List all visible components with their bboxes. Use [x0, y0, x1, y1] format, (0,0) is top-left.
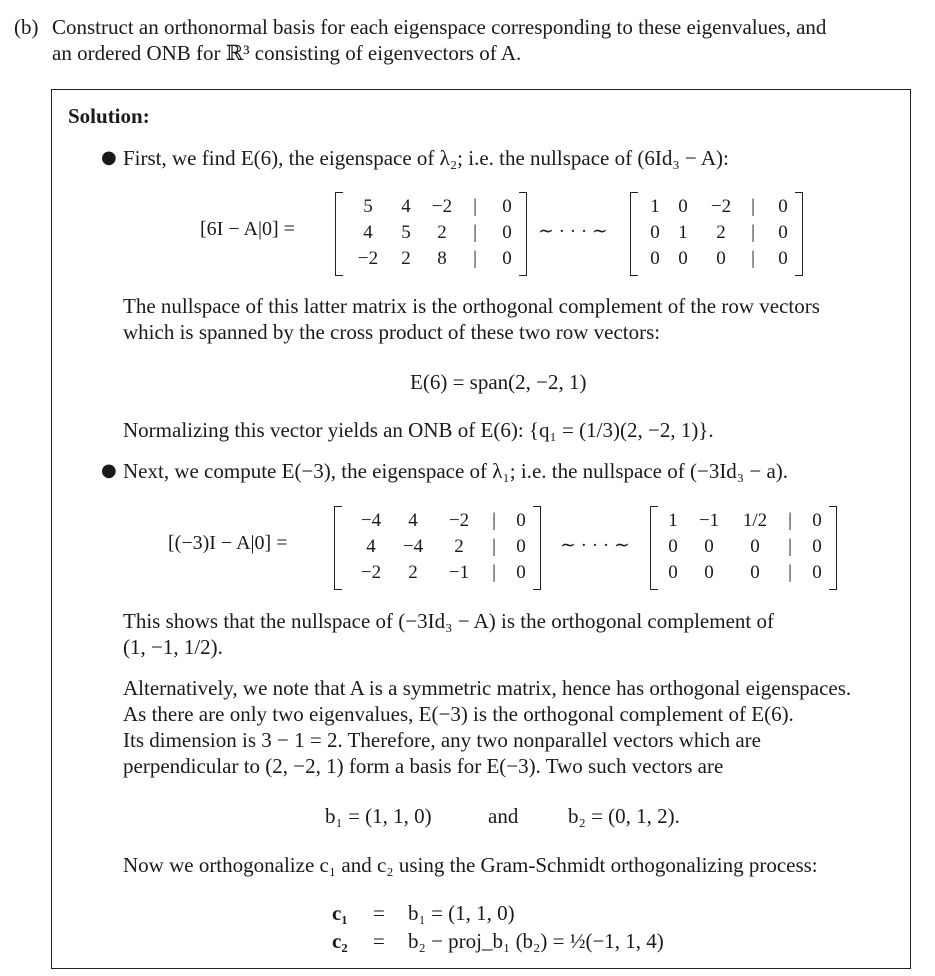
bullet1-text1: The nullspace of this latter matrix is the orthogonal complement of the row vectors	[123, 294, 820, 318]
matrix-cell: 0	[502, 222, 512, 243]
matrix-cell: 8	[437, 248, 447, 269]
matrix-left-bracket	[335, 192, 343, 276]
matrix-cell: 0	[750, 536, 760, 557]
matrix-cell: −4	[402, 536, 424, 557]
matrix-left-bracket	[334, 506, 342, 590]
matrix-cell: 2	[408, 562, 418, 583]
bullet-dot: ●	[101, 460, 117, 481]
c1-label: c₁	[332, 901, 348, 925]
matrix-cell: 2	[454, 536, 464, 557]
matrix-cell: 0	[502, 248, 512, 269]
matrix-cell: 0	[704, 562, 714, 583]
matrix-cell: 1/2	[742, 510, 768, 531]
matrix-cell: 4	[408, 510, 418, 531]
solution-heading: Solution:	[68, 104, 150, 128]
matrix-left-bracket	[630, 192, 638, 276]
matrix-cell: 0	[812, 510, 822, 531]
part-question-line2: an ordered ONB for ℝ³ consisting of eigenvectors of A.	[52, 41, 522, 65]
matrix-cell: 0	[704, 536, 714, 557]
matrix-cell: 0	[678, 196, 688, 217]
matrix-cell: −2	[431, 196, 453, 217]
matrix-cell: |	[473, 196, 477, 217]
matrix-cell: 2	[716, 222, 726, 243]
c1-rhs: b₁ = (1, 1, 0)	[408, 901, 515, 925]
matrix-cell: −1	[698, 510, 720, 531]
matrix-cell: 0	[668, 536, 678, 557]
matrix-cell: 0	[516, 510, 526, 531]
matrix-cell: 0	[650, 222, 660, 243]
matrix-cell: 0	[516, 536, 526, 557]
part-question	[52, 14, 922, 66]
part-label: (b)	[14, 15, 39, 39]
normalize-text: Normalizing this vector yields an ONB of E(6): {q₁ = (1/3)(2, −2, 1)}.	[123, 418, 714, 442]
bullet1-text2: which is spanned by the cross product of these two row vectors:	[123, 320, 661, 344]
matrix-cell: |	[751, 222, 755, 243]
matrix-cell: |	[492, 510, 496, 531]
matrix-cell: 0	[516, 562, 526, 583]
matrix-cell: 5	[401, 222, 411, 243]
matrix-cell: |	[473, 248, 477, 269]
matrix2-label: [(−3)I − A|0] =	[168, 532, 288, 554]
matrix-cell: 4	[366, 536, 376, 557]
matrix-cell: 5	[363, 196, 373, 217]
matrix-cell: |	[473, 222, 477, 243]
matrix-left-bracket	[650, 506, 658, 590]
b1-vector: b₁ = (1, 1, 0)	[325, 804, 432, 828]
matrix-cell: −2	[710, 196, 732, 217]
matrix-cell: |	[788, 510, 792, 531]
c2-label: c₂	[332, 929, 348, 953]
matrix-cell: 0	[812, 536, 822, 557]
matrix-cell: 0	[678, 248, 688, 269]
bullet1-intro: First, we find E(6), the eigenspace of λ₂; i.e. the nullspace of (6Id₃ − A):	[123, 146, 729, 170]
part-question-line1: Construct an orthonormal basis for each eigenspace corresponding to these eigenvalues, and	[52, 15, 827, 39]
matrix-cell: 2	[401, 248, 411, 269]
matrix-cell: 0	[750, 562, 760, 583]
tilde-sequence-1: ∼ · · · ∼	[538, 221, 608, 242]
alt-line1: Alternatively, we note that A is a symmetric matrix, hence has orthogonal eigenspaces.	[123, 676, 852, 700]
matrix-cell: 0	[778, 248, 788, 269]
c2-rhs: b₂ − proj_b₁ (b₂) = ½(−1, 1, 4)	[408, 929, 664, 953]
c1-equals: =	[373, 901, 385, 925]
alt-line2: As there are only two eigenvalues, E(−3) is the orthogonal complement of E(6).	[123, 702, 794, 726]
matrix-cell: 0	[778, 196, 788, 217]
alt-line3: Its dimension is 3 − 1 = 2. Therefore, any two nonparallel vectors which are	[123, 728, 761, 752]
matrix-cell: 1	[650, 196, 660, 217]
matrix-cell: |	[751, 196, 755, 217]
matrix1-label: [6I − A|0] =	[200, 218, 295, 240]
matrix-cell: −2	[357, 248, 379, 269]
alt-line4: perpendicular to (2, −2, 1) form a basis for E(−3). Two such vectors are	[123, 754, 724, 778]
matrix-cell: |	[492, 536, 496, 557]
matrix-cell: |	[492, 562, 496, 583]
matrix-cell: 0	[668, 562, 678, 583]
matrix-cell: |	[751, 248, 755, 269]
b2-vector: b₂ = (0, 1, 2).	[568, 804, 680, 828]
matrix-cell: 2	[437, 222, 447, 243]
matrix-cell: −4	[360, 510, 382, 531]
gram-schmidt-text: Now we orthogonalize c₁ and c₂ using the Gram-Schmidt orthogonalizing process:	[123, 853, 818, 877]
c2-equals: =	[373, 929, 385, 953]
matrix-cell: 1	[678, 222, 688, 243]
matrix-cell: 4	[401, 196, 411, 217]
matrix-cell: |	[788, 536, 792, 557]
e6-span-equation: E(6) = span(2, −2, 1)	[410, 370, 587, 394]
matrix-cell: 0	[650, 248, 660, 269]
shows-line1: This shows that the nullspace of (−3Id₃ − A) is the orthogonal complement of	[123, 609, 774, 633]
matrix-cell: 0	[778, 222, 788, 243]
matrix-cell: −2	[360, 562, 382, 583]
tilde-sequence-2: ∼ · · · ∼	[560, 535, 630, 556]
matrix-cell: |	[788, 562, 792, 583]
matrix-cell: 4	[363, 222, 373, 243]
and-word: and	[488, 804, 519, 828]
matrix-cell: −2	[448, 510, 470, 531]
matrix-cell: 1	[668, 510, 678, 531]
shows-line2: (1, −1, 1/2).	[123, 635, 223, 659]
matrix-cell: −1	[448, 562, 470, 583]
matrix-cell: 0	[812, 562, 822, 583]
bullet-dot: ●	[101, 147, 117, 168]
matrix-cell: 0	[502, 196, 512, 217]
bullet2-intro: Next, we compute E(−3), the eigenspace of λ₁; i.e. the nullspace of (−3Id₃ − a).	[123, 459, 789, 483]
matrix-cell: 0	[716, 248, 726, 269]
